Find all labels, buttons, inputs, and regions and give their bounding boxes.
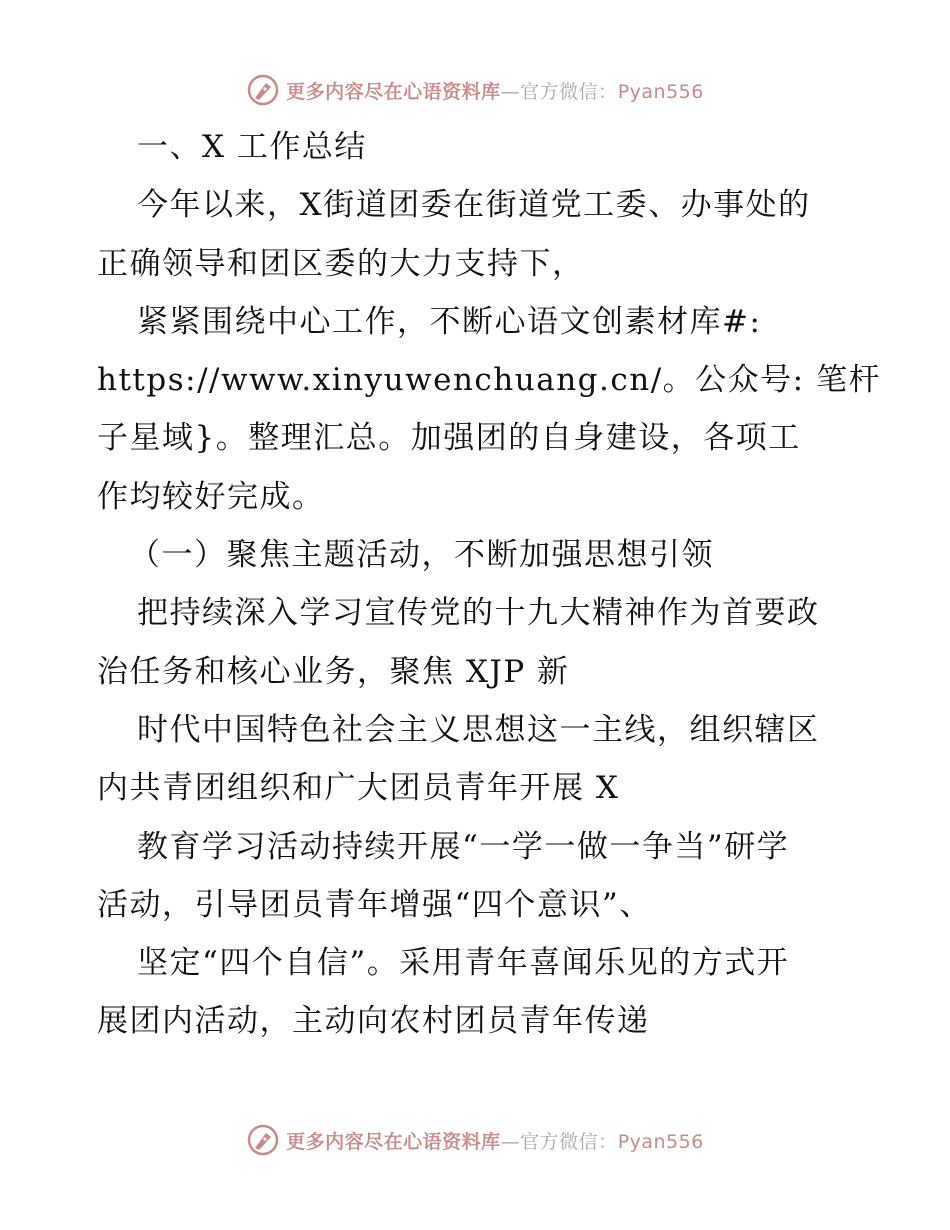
paragraph-line: 展团内活动，主动向农村团员青年传递 xyxy=(97,1003,650,1040)
footer-watermark xyxy=(0,1120,950,1160)
watermark-text: 更多内容尽在心语资料库—官方微信：Pyan556 xyxy=(286,1130,704,1153)
paragraph-line: 今年以来，X街道团委在街道党工委、办事处的 xyxy=(137,187,811,224)
paragraph-line: 把持续深入学习宣传党的十九大精神作为首要政 xyxy=(137,595,820,632)
paragraph-line: 活动，引导团员青年增强“四个意识”、 xyxy=(97,886,652,923)
pen-nib-circle-icon xyxy=(246,1123,280,1157)
paragraph-line: 子星域}。整理汇总。加强团的自身建设，各项工 xyxy=(97,420,801,457)
subsection-heading: （一）聚焦主题活动，不断加强思想引领 xyxy=(129,537,714,574)
paragraph-line: 作均较好完成。 xyxy=(97,478,325,515)
document-body xyxy=(97,118,881,1051)
header-watermark xyxy=(0,70,950,110)
watermark-text: 更多内容尽在心语资料库—官方微信：Pyan556 xyxy=(286,80,704,103)
paragraph-line: 坚定“四个自信”。采用青年喜闻乐见的方式开 xyxy=(137,945,790,982)
paragraph-line: 时代中国特色社会主义思想这一主线，组织辖区 xyxy=(137,711,820,748)
paragraph-line: 紧紧围绕中心工作，不断心语文创素材库#: xyxy=(137,303,762,340)
pen-nib-circle-icon xyxy=(246,73,280,107)
section-heading: 一、X 工作总结 xyxy=(137,129,367,165)
paragraph-line: https://www.xinyuwenchuang.cn/。公众号: 笔杆 xyxy=(97,362,881,399)
paragraph-line: 内共青团组织和广大团员青年开展 X xyxy=(97,770,620,807)
paragraph-line: 正确领导和团区委的大力支持下， xyxy=(97,245,585,282)
paragraph-line: 治任务和核心业务，聚焦 XJP 新 xyxy=(97,653,570,690)
paragraph-line: 教育学习活动持续开展“一学一做一争当”研学 xyxy=(137,828,790,865)
